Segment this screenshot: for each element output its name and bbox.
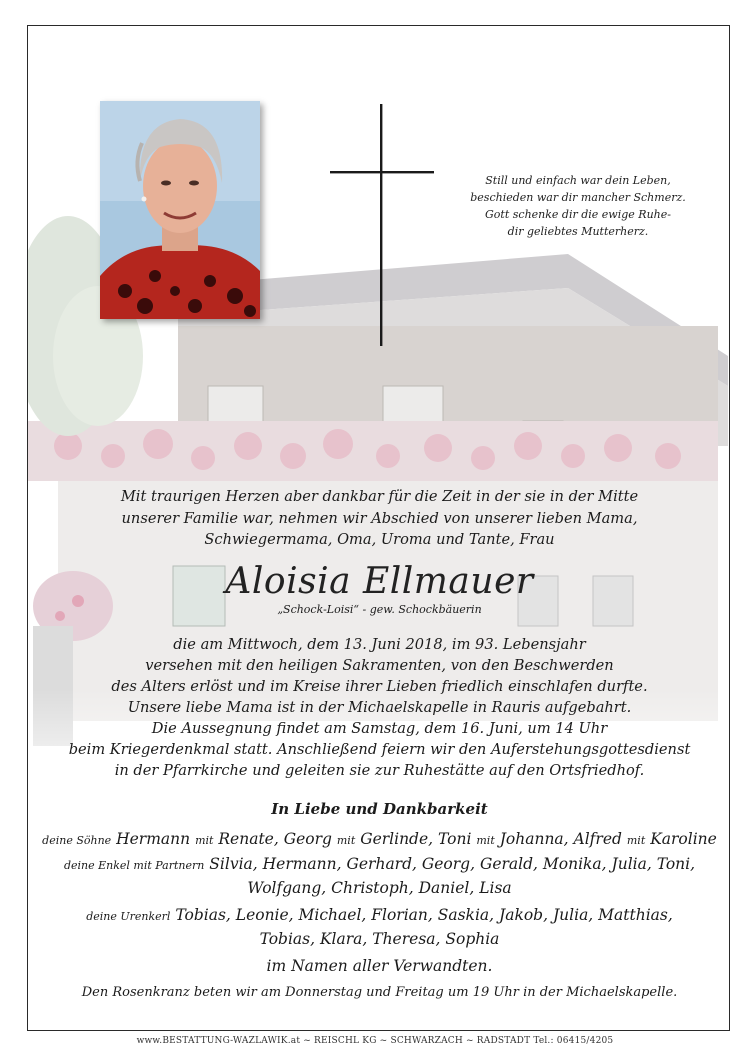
deceased-name: Aloisia Ellmauer — [225, 561, 534, 602]
rosary-note: Den Rosenkranz beten wir am Donnerstag und Freitag um 19 Uhr in der Michaelskapelle. — [81, 985, 678, 1000]
intro-text — [28, 486, 730, 551]
intro-line: Schwiegermama, Oma, Uroma und Tante, Frau — [204, 531, 555, 548]
announcement-text — [28, 634, 730, 781]
grandchildren-names: Silvia, Hermann, Gerhard, Georg, Gerald, Monika, Julia, Toni, — [209, 854, 696, 873]
partner-name: Gerlinde, — [360, 830, 434, 848]
grandchildren-line-2: Wolfgang, Christoph, Daniel, Lisa — [247, 879, 512, 897]
poem-line: Still und einfach war dein Leben, — [485, 174, 671, 187]
announcement-line: Unsere liebe Mama ist in der Michaelskapelle in Rauris aufgebahrt. — [127, 699, 632, 716]
great-grandchildren-line — [28, 904, 730, 929]
son-name: Toni — [438, 830, 472, 848]
great-grandchildren-names: Tobias, Leonie, Michael, Florian, Saskia, Jakob, Julia, Matthias, — [175, 905, 673, 924]
poem-line: dir geliebtes Mutterherz. — [507, 225, 649, 238]
partner-name: Karoline — [650, 830, 717, 848]
joiner: mit — [195, 834, 214, 847]
great-grandchildren-label: deine Urenkerl — [86, 909, 171, 923]
son-name: Hermann — [116, 830, 191, 848]
joiner: mit — [476, 834, 495, 847]
great-grandchildren-line-2: Tobias, Klara, Theresa, Sophia — [259, 930, 500, 948]
thanks-heading: In Liebe und Dankbarkeit — [271, 800, 488, 818]
intro-line: Mit traurigen Herzen aber dankbar für die Zeit in der sie in der Mitte — [120, 488, 639, 505]
all-relatives: im Namen aller Verwandten. — [266, 956, 493, 975]
sons-line — [28, 828, 730, 853]
deceased-nickname: „Schock-Loisi“ - gew. Schockbäuerin — [277, 603, 482, 616]
family-list — [28, 828, 730, 977]
funeral-home-footer: www.BESTATTUNG-WAZLAWIK.at ~ REISCHL KG ~ SCHWARZACH ~ RADSTADT Tel.: 06415/4205 — [136, 1036, 614, 1046]
partner-name: Johanna, — [499, 830, 569, 848]
intro-line: unserer Familie war, nehmen wir Abschied von unserer lieben Mama, — [121, 509, 638, 527]
cross-icon — [330, 104, 434, 346]
grandchildren-label: deine Enkel mit Partnern — [63, 858, 205, 872]
announcement-line: des Alters erlöst und im Kreise ihrer Lieben friedlich einschlafen durfte. — [111, 678, 648, 695]
son-name: Georg — [283, 830, 332, 848]
grandchildren-line — [28, 853, 730, 878]
poem-line: Gott schenke dir die ewige Ruhe- — [485, 208, 671, 221]
memorial-poem — [458, 172, 698, 240]
announcement-line: die am Mittwoch, dem 13. Juni 2018, im 93. Lebensjahr — [173, 636, 586, 653]
announcement-line: versehen mit den heiligen Sakramenten, von den Beschwerden — [145, 657, 614, 674]
poem-line: beschieden war dir mancher Schmerz. — [470, 191, 686, 204]
joiner: mit — [626, 834, 646, 847]
announcement-line: Die Aussegnung findet am Samstag, dem 16. Juni, um 14 Uhr — [151, 720, 608, 737]
obituary-card — [27, 25, 730, 1031]
sons-label: deine Söhne — [42, 834, 112, 847]
partner-name: Renate, — [218, 830, 279, 848]
announcement-line: in der Pfarrkirche und geleiten sie zur Ruhestätte auf den Ortsfriedhof. — [114, 762, 645, 779]
announcement-line: beim Kriegerdenkmal statt. Anschließend feiern wir den Auferstehungsgottesdienst — [68, 741, 691, 758]
joiner: mit — [336, 834, 356, 847]
portrait-photo — [100, 101, 260, 319]
son-name: Alfred — [573, 830, 622, 848]
